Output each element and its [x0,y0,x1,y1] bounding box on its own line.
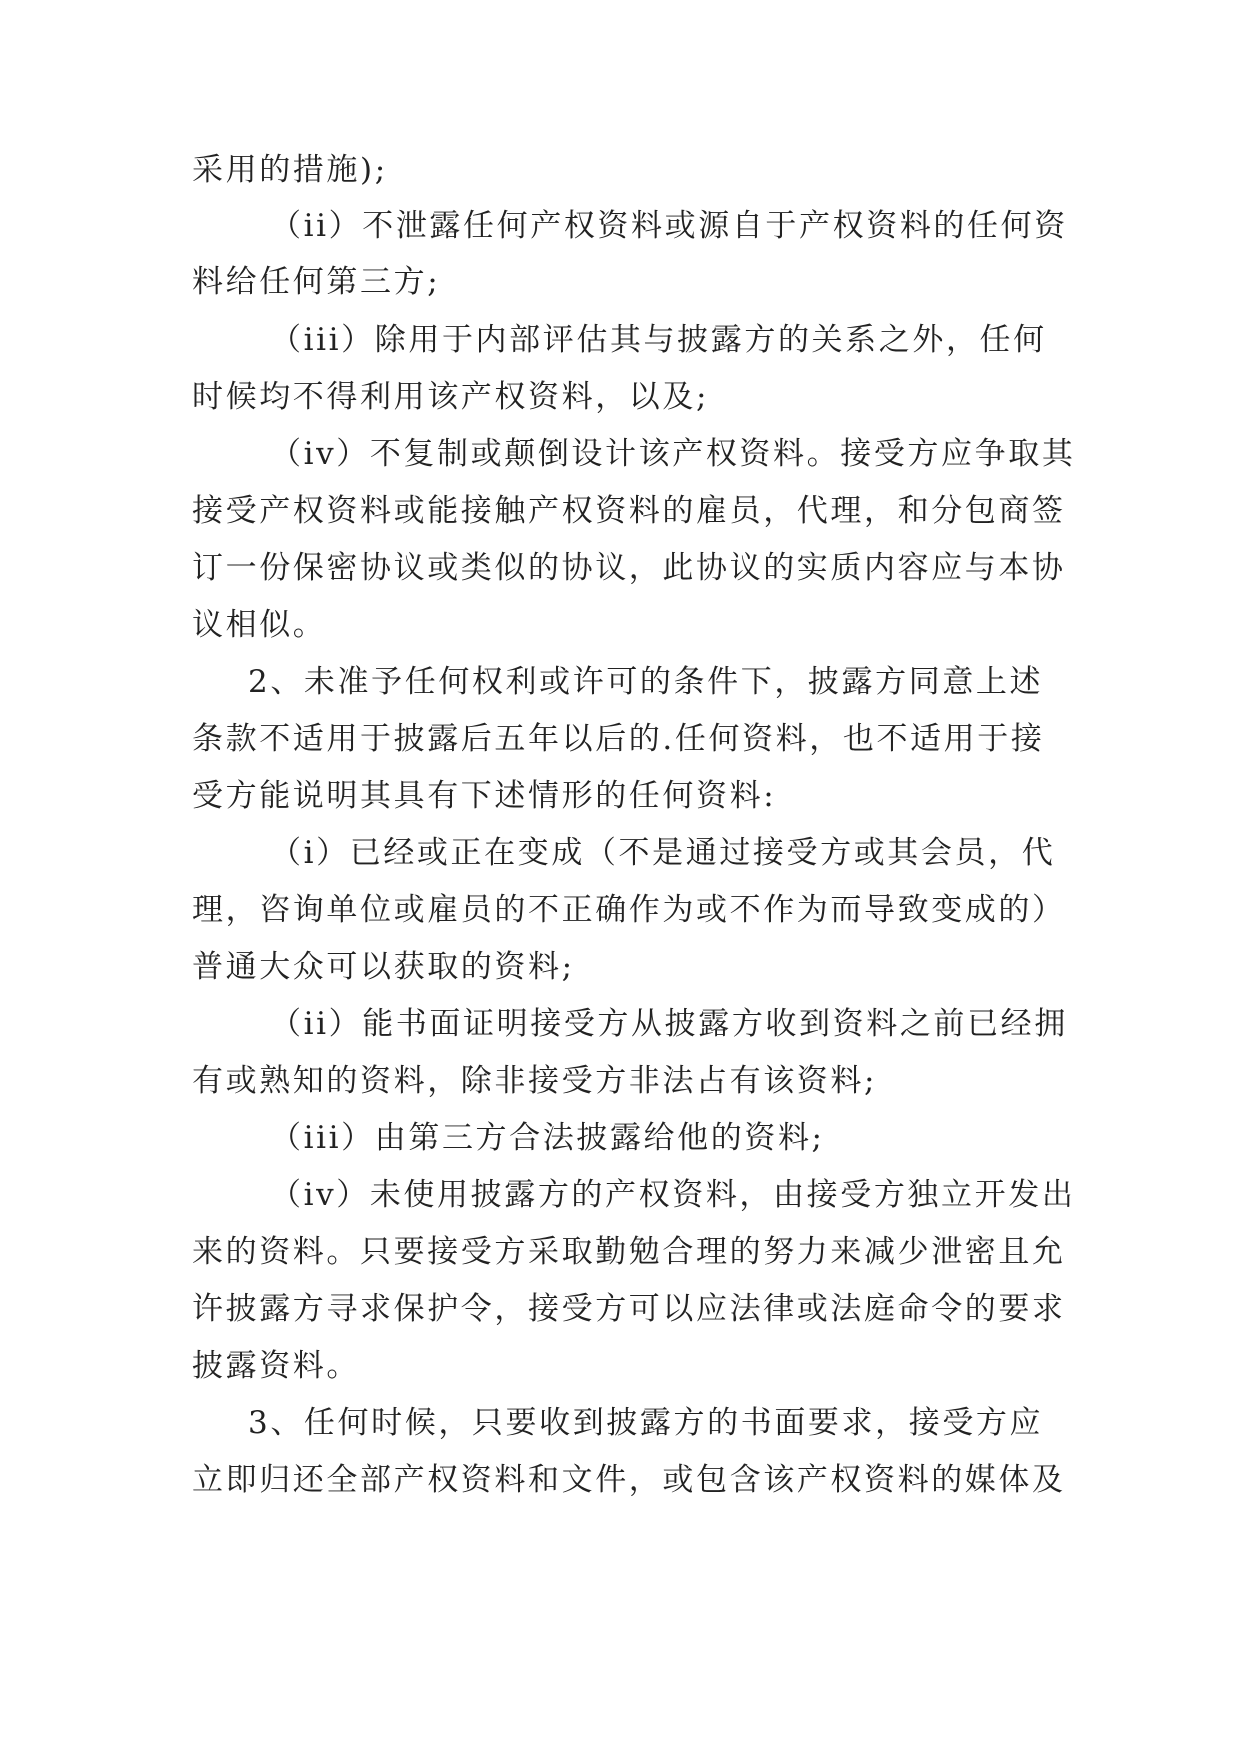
text-line: 立即归还全部产权资料和文件，或包含该产权资料的媒体及 [192,1462,1066,1498]
text-line: 2、未准予任何权利或许可的条件下，披露方同意上述 [248,664,1044,700]
text-line: 接受产权资料或能接触产权资料的雇员，代理，和分包商签 [192,493,1066,529]
text-line: 议相似。 [192,607,327,643]
text-line: 普通大众可以获取的资料; [192,949,575,985]
text-line: （iii）除用于内部评估其与披露方的关系之外，任何 [270,322,1047,358]
text-line: （ii）能书面证明接受方从披露方收到资料之前已经拥 [270,1006,1068,1042]
text-line: 许披露方寻求保护令，接受方可以应法律或法庭命令的要求 [192,1291,1066,1327]
text-line: 3、任何时候，只要收到披露方的书面要求，接受方应 [248,1405,1044,1441]
text-line: 有或熟知的资料，除非接受方非法占有该资料; [192,1063,878,1099]
text-line: （iii）由第三方合法披露给他的资料; [270,1120,825,1156]
text-line: （i）已经或正在变成（不是通过接受方或其会员，代 [270,835,1056,871]
text-line: （ii）不泄露任何产权资料或源自于产权资料的任何资 [270,208,1068,244]
text-line: 来的资料。只要接受方采取勤勉合理的努力来减少泄密且允 [192,1234,1066,1270]
text-line: 料给任何第三方; [192,264,441,300]
text-line: 订一份保密协议或类似的协议，此协议的实质内容应与本协 [192,550,1066,586]
text-line: 披露资料。 [192,1348,360,1384]
text-line: 受方能说明其具有下述情形的任何资料: [192,778,777,814]
text-line: 条款不适用于披露后五年以后的.任何资料，也不适用于接 [192,721,1045,757]
text-line: 采用的措施); [192,152,388,188]
text-line: 理，咨询单位或雇员的不正确作为或不作为而导致变成的） [192,892,1066,928]
text-line: （iv）未使用披露方的产权资料，由接受方独立开发出 [270,1177,1076,1213]
text-line: 时候均不得利用该产权资料，以及; [192,379,710,415]
text-line: （iv）不复制或颠倒设计该产权资料。接受方应争取其 [270,436,1076,472]
